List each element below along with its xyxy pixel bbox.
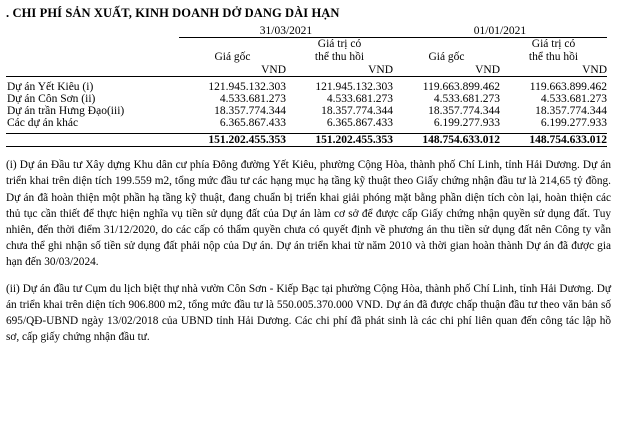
row-value: 4.533.681.273 [326, 93, 393, 106]
table-total-row [6, 134, 607, 147]
unit-3: VND [475, 64, 500, 77]
column-header-1: Giá gốc [214, 51, 251, 64]
row-label: Dự án trần Hưng Đạo(iii) [7, 105, 125, 118]
unit-1: VND [261, 64, 286, 77]
row-value: 18.357.774.344 [321, 105, 393, 118]
row-value: 18.357.774.344 [535, 105, 607, 118]
period-2-date: 01/01/2021 [393, 25, 607, 38]
table-row [6, 81, 607, 93]
header-blank-3 [6, 64, 179, 77]
header-blank-2 [6, 38, 179, 65]
unit-4: VND [582, 64, 607, 77]
row-value: 18.357.774.344 [214, 105, 286, 118]
row-value: 119.663.899.462 [422, 81, 500, 94]
table-unit-row [6, 64, 607, 77]
row-label: Dự án Yết Kiêu (i) [7, 81, 94, 94]
column-header-4: Giá trị có thể thu hồi [528, 38, 579, 64]
row-label: Dự án Côn Sơn (ii) [7, 93, 96, 106]
unit-2: VND [368, 64, 393, 77]
total-label [6, 134, 179, 147]
page-title: . CHI PHÍ SẢN XUẤT, KINH DOANH DỞ DANG DÀI HẠN [6, 6, 340, 20]
row-value: 121.945.132.303 [315, 81, 393, 94]
total-value: 148.754.633.012 [422, 134, 500, 147]
row-value: 4.533.681.273 [219, 93, 286, 106]
table-row [6, 117, 607, 129]
financial-table [6, 25, 607, 147]
row-value: 6.199.277.933 [433, 117, 500, 130]
row-value: 6.199.277.933 [540, 117, 607, 130]
row-value: 4.533.681.273 [433, 93, 500, 106]
total-value: 151.202.455.353 [315, 134, 393, 147]
total-value: 151.202.455.353 [208, 134, 286, 147]
table-row [6, 93, 607, 105]
row-value: 6.365.867.433 [326, 117, 393, 130]
notes-section [6, 157, 611, 344]
row-label: Các dự án khác [7, 117, 79, 130]
table-row [6, 105, 607, 117]
column-header-3: Giá gốc [428, 51, 465, 64]
row-value: 119.663.899.462 [529, 81, 607, 94]
table-header-dates [6, 25, 607, 38]
column-header-2: Giá trị có thể thu hồi [314, 38, 365, 64]
total-value: 148.754.633.012 [529, 134, 607, 147]
row-value: 6.365.867.433 [219, 117, 286, 130]
note-item: (ii) Dự án đầu tư Cụm du lịch biệt thự nhà vườn Côn Sơn - Kiếp Bạc tại phường Cộng Hòa, thành phố Chí Linh, tỉnh Hải Dương. Dự án triển khai trên diện tích 906.800 m2, tổng mức đầu tư là 550.005.370.000 VND. Dự án đã được chấp thuận đầu tư theo văn bản số 695/QĐ-UBND ngày 13/02/2018 của UBND tỉnh Hải Dương. Các chi phí đã phát sinh là các chi phí liên quan đến công tác lập hồ sơ, cấp giấy chứng nhận đầu tư. [6, 282, 611, 343]
row-value: 121.945.132.303 [208, 81, 286, 94]
row-value: 18.357.774.344 [428, 105, 500, 118]
period-1-date: 31/03/2021 [179, 25, 393, 38]
table-header-columns [6, 38, 607, 65]
header-blank [6, 25, 179, 38]
row-value: 4.533.681.273 [540, 93, 607, 106]
note-item: (i) Dự án Đầu tư Xây dựng Khu dân cư phía Đông đường Yết Kiêu, phường Cộng Hòa, thành phố Chí Linh, tỉnh Hải Dương. Dự án triển khai trên diện tích 199.559 m2, tổng mức đầu tư các hạng mục hạ tầng kỹ thuật theo Giấy chứng nhận đầu tư là 214,65 tỷ đồng. Dự án đã hoàn thiện một phần hạ tầng kỹ thuật, đang chuẩn bị triển khai giải phóng mặt bằng phần diện tích còn lại, hoàn thiện các thủ tục cần thiết để thực hiện nghĩa vụ tiền sử dụng đất của Dự án làm cơ sở để được cấp Giấy chứng nhận quyền sử dụng đất. Tuy nhiên, đến thời điểm 31/12/2020, do các cấp có thẩm quyền chưa có quyết định về phương án thu tiền sử dụng đất nên Công ty vẫn chưa thể ghi nhận số tiền sử dụng đất phải nộp của Dự án. Dự án triển khai từ năm 2010 và thời gian hoàn thành Dự án đã được gia hạn đến 30/03/2024. [6, 159, 611, 268]
